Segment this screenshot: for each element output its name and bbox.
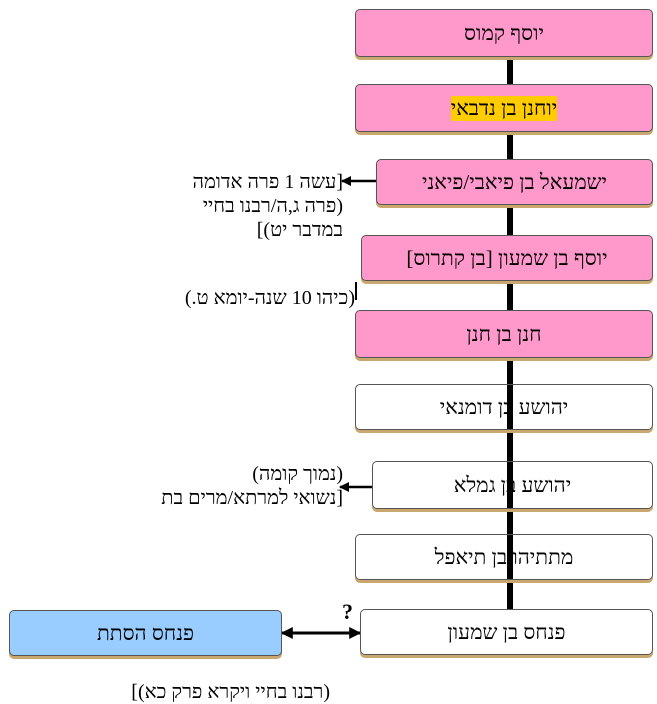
chain-box-4-highlight [361, 235, 653, 281]
chain-box-label: חנן בן חנן [466, 321, 542, 346]
chain-box-3 [376, 159, 653, 205]
chain-box-2 [355, 84, 653, 132]
chain-box-label: פנחס בן שמעון [447, 619, 566, 644]
note-line: במדבר יט)] [256, 219, 343, 241]
note-line: (פרה ג,ה/רבנו בחיי [202, 195, 343, 217]
chain-box-6 [355, 384, 653, 430]
chain-box-label: יוסף בן שמעון [בן קתרוס] [406, 245, 608, 270]
note-pinchas [131, 680, 330, 704]
chain-box-label: יהושע בן גמלא [453, 472, 572, 497]
chain-box-label: מתתיהו בן תיאפל [434, 544, 574, 569]
chain-box-5 [355, 310, 653, 358]
note-line: (רבנו בחיי ויקרא פרק כא)] [131, 681, 330, 703]
chain-box-7 [372, 461, 653, 509]
note-line: (כיהו 10 שנה-יומא ט.) [184, 287, 355, 309]
chain-box-1 [355, 9, 653, 57]
chain-box-label: יהושע בן דומנאי [439, 394, 569, 419]
note-gamla [161, 462, 343, 510]
note-line: [נשואי למרתא/מרים בת [161, 487, 343, 509]
chain-box-8 [355, 534, 653, 580]
chain-box-9 [360, 609, 653, 655]
chain-box-label: יוחנן בן נדבאי [450, 95, 558, 120]
note-line: (נמוך קומה) [252, 463, 343, 485]
side-box-pinchas-hasatat [9, 610, 282, 656]
note-yosef [185, 286, 355, 310]
chain-box-label: יוסף קמוס [464, 20, 544, 45]
question-mark: ? [342, 599, 353, 624]
note-ishmael [192, 170, 343, 242]
note-line: [עשה 1 פרה אדומה [192, 171, 343, 193]
chain-box-label: ישמעאל בן פיאבי/פיאני [421, 169, 608, 194]
side-box-label: פנחס הסתת [96, 620, 195, 645]
